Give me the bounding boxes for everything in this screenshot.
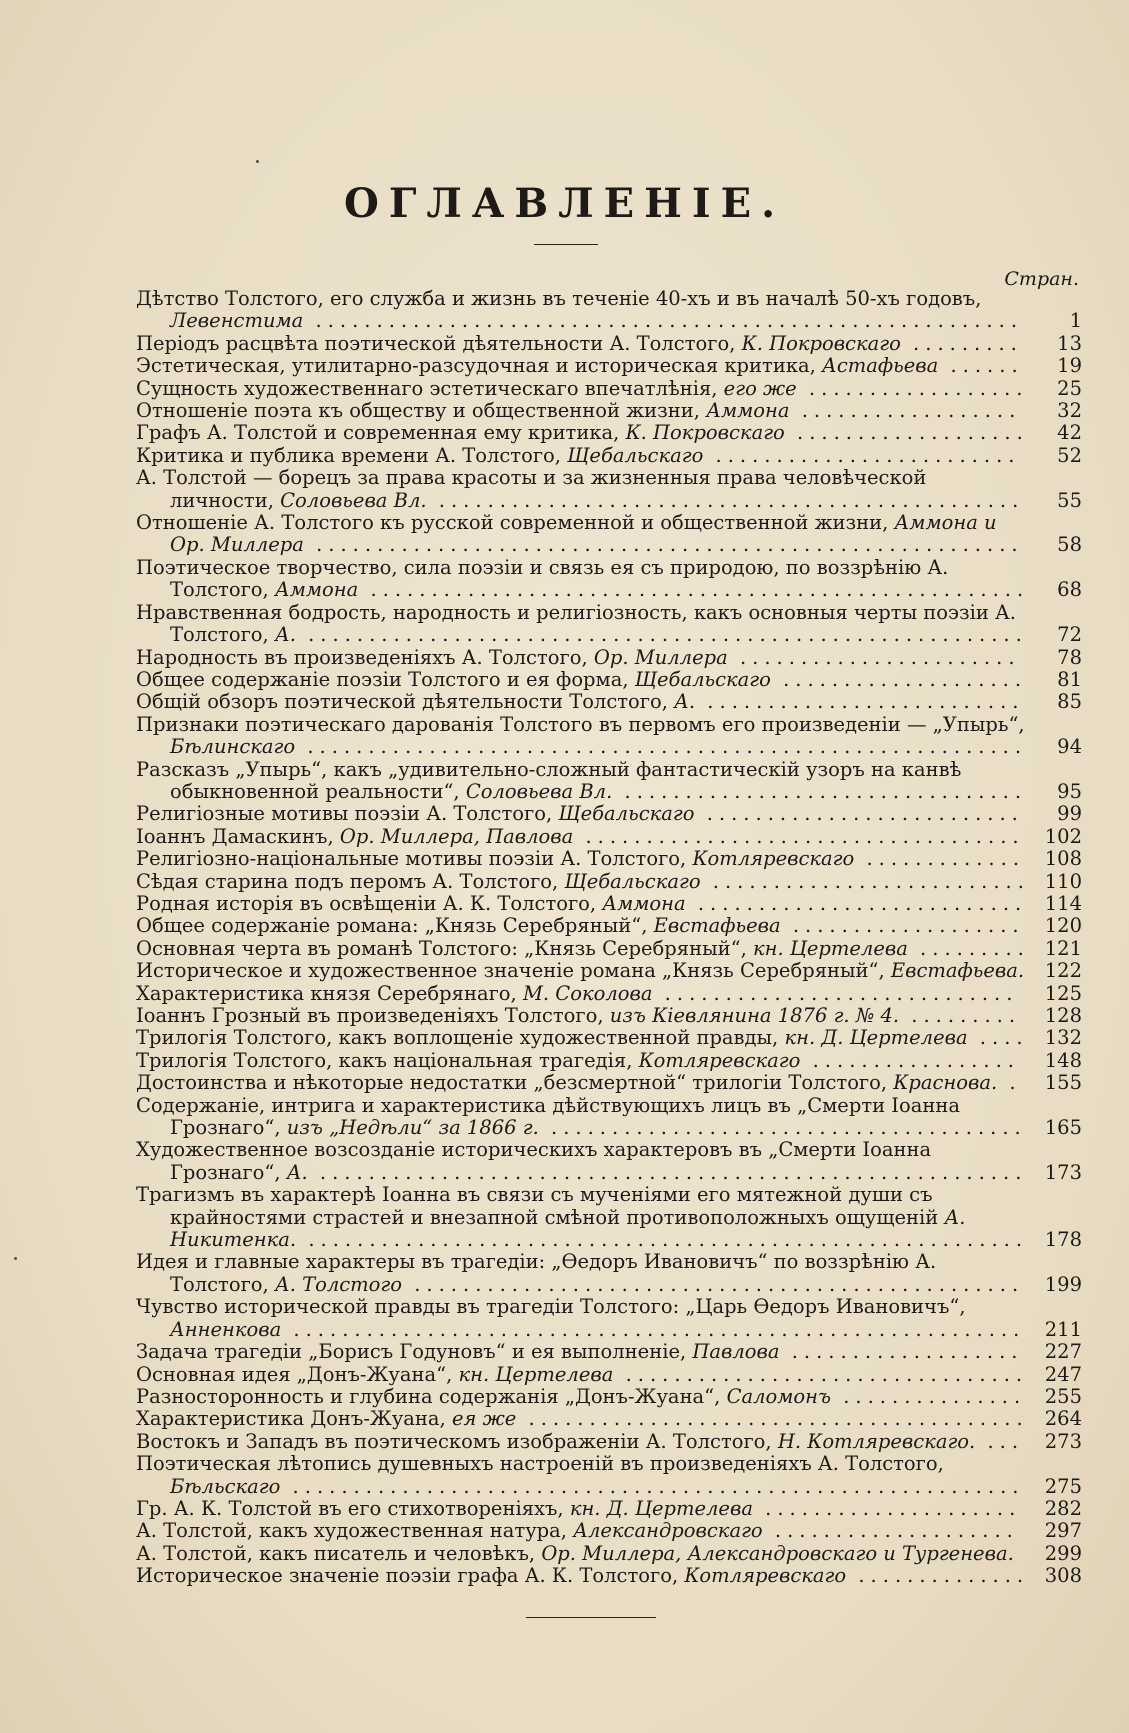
- toc-entry: [136, 1364, 1082, 1386]
- toc-entry-title: Поэтическое творчество, сила поэзiи и связь ея съ природою, по воззрѣнiю А. Толстого,: [136, 555, 949, 602]
- toc-entry-text: [136, 1027, 1030, 1049]
- toc-entry-page: 173: [1044, 1160, 1082, 1184]
- toc-entry-text: [136, 647, 1030, 669]
- toc-entry-author: ея же: [451, 1407, 517, 1431]
- dot-leader: .................: [800, 1048, 1020, 1072]
- toc-entry-page: 299: [1044, 1541, 1082, 1565]
- toc-entry-author: Саломонъ: [726, 1384, 832, 1408]
- toc-entry: [136, 1005, 1082, 1027]
- title-rule: [534, 244, 598, 245]
- toc-entry-text: [136, 1251, 1030, 1296]
- toc-entry-title: Дѣтство Толстого, его служба и жизнь въ теченiе 40-хъ и въ началѣ 50-хъ годовъ,: [136, 287, 982, 310]
- dot-leader: ....................: [762, 1519, 1019, 1543]
- toc-entry-author: Левенстима: [170, 309, 304, 333]
- toc-entry: [136, 691, 1082, 713]
- toc-entry-title: Перiодъ расцвѣта поэтической дѣятельности А. Толстого,: [136, 331, 742, 355]
- toc-entry-title: Iоаннъ Грозный въ произведенiяхъ Толстого,: [136, 1004, 610, 1027]
- toc-entry-text: [136, 1520, 1030, 1542]
- toc-entry-author: Аммона: [274, 578, 359, 602]
- dot-leader: ...........................................................: [295, 623, 1028, 647]
- end-rule: [526, 1617, 656, 1618]
- toc-entry: [136, 1408, 1082, 1430]
- toc-entry: [136, 759, 1082, 804]
- toc-entry-author: кн. Д. Цертелева: [569, 1496, 753, 1520]
- toc-entry-author: Павлова: [692, 1340, 780, 1364]
- toc-entry: [136, 400, 1082, 422]
- dot-leader: .: [997, 1071, 1022, 1095]
- toc-entry-page: 42: [1057, 421, 1082, 445]
- toc-entry-title: Характеристика князя Серебрянаго,: [136, 981, 523, 1005]
- toc-entry: [136, 669, 1082, 691]
- toc-entry-title: Признаки поэтическаго дарованiя Толстого въ первомъ его произведенiи — „Упырь“,: [136, 712, 1025, 736]
- dot-leader: ......................................................: [358, 578, 1030, 602]
- toc-entry-title: Родная исторiя въ освѣщенiи А. К. Толстого,: [136, 891, 603, 915]
- toc-entry: [136, 1095, 1082, 1140]
- toc-entry-text: [136, 893, 1030, 915]
- toc-entry-text: [136, 1565, 1030, 1587]
- toc-entry: [136, 1251, 1082, 1296]
- toc-entry-author: Соловьева Вл.: [280, 488, 427, 512]
- toc-entry-text: [136, 1184, 1030, 1251]
- dot-leader: ..........................................................: [303, 309, 1024, 333]
- toc-entry-author: Щебальскаго: [634, 667, 771, 691]
- toc-entry-author: К. Покровскаго: [741, 331, 901, 355]
- toc-entry-page: 110: [1044, 869, 1082, 893]
- toc-entry-title: Гр. А. К. Толстой въ его стихотворенiяхъ,: [136, 1496, 570, 1520]
- toc-entry-author: Анненкова: [170, 1317, 282, 1341]
- toc-entry-author: М. Соколова: [522, 981, 653, 1005]
- toc-entry-text: [136, 1386, 1030, 1408]
- toc-entry-title: Трилогiя Толстого, какъ воплощенiе художественной правды,: [136, 1026, 785, 1050]
- toc-entry: [136, 445, 1082, 467]
- table-of-contents: [136, 288, 1082, 1588]
- toc-entry: [136, 826, 1082, 848]
- toc-entry-text: [136, 826, 1030, 848]
- dot-leader: ....................................: [573, 824, 1025, 848]
- toc-entry-text: [136, 602, 1030, 647]
- toc-entry-title: Основная черта въ романѣ Толстого: „Князь Серебряный“,: [136, 936, 753, 960]
- toc-entry-author: Котляревскаго: [684, 1564, 847, 1588]
- toc-entry-text: [136, 1296, 1030, 1341]
- dot-leader: .........: [907, 936, 1030, 960]
- toc-entry-page: 178: [1044, 1228, 1082, 1252]
- toc-entry-page: 19: [1057, 354, 1082, 378]
- toc-entry-text: [136, 1498, 1030, 1520]
- toc-entry-page: 247: [1044, 1362, 1082, 1386]
- toc-entry-page: 55: [1057, 488, 1082, 512]
- toc-entry: [136, 960, 1082, 982]
- toc-entry-page: 273: [1044, 1429, 1082, 1453]
- dot-leader: ...........................................................: [295, 735, 1028, 759]
- toc-entry-page: 95: [1057, 779, 1082, 803]
- toc-entry-text: [136, 400, 1030, 422]
- toc-entry-page: 1: [1069, 309, 1082, 333]
- toc-entry-text: [136, 1364, 1030, 1386]
- dot-leader: ................................................: [426, 488, 1025, 512]
- paper-speck: [14, 1257, 17, 1260]
- dot-leader: ..........................................................: [303, 533, 1024, 557]
- toc-entry-text: [136, 915, 1030, 937]
- toc-entry-author: А.: [274, 623, 296, 647]
- toc-entry-page: 155: [1044, 1071, 1082, 1095]
- toc-entry-page: 108: [1044, 847, 1082, 871]
- toc-entry-author: А. Толстого: [274, 1272, 403, 1296]
- toc-entry-title: Общее содержанiе романа: „Князь Серебряный“,: [136, 914, 654, 938]
- toc-entry-author: Бѣльскаго: [170, 1474, 281, 1498]
- dot-leader: ..................: [789, 399, 1022, 423]
- toc-entry-page: 125: [1044, 981, 1082, 1005]
- toc-entry-author: Н. Котляревскаго.: [777, 1429, 976, 1453]
- toc-entry-title: Разсказъ „Упырь“, какъ „удивительно-сложный фантастическiй узоръ на канвѣ обыкновенной реальности“,: [136, 757, 962, 803]
- toc-entry: [136, 1139, 1082, 1184]
- toc-entry-title: Отношенiе поэта къ обществу и общественной жизни,: [136, 399, 707, 423]
- toc-entry: [136, 1027, 1082, 1049]
- toc-entry-page: 32: [1057, 399, 1082, 423]
- dot-leader: .................................: [612, 779, 1028, 803]
- toc-entry-author: Ор. Миллера: [593, 645, 728, 669]
- dot-leader: ..................: [796, 376, 1029, 400]
- toc-entry: [136, 1498, 1082, 1520]
- dot-leader: ...............: [831, 1384, 1027, 1408]
- dot-leader: ....: [967, 1026, 1029, 1050]
- toc-entry-author: Соловьева Вл.: [465, 779, 613, 803]
- toc-entry-page: 102: [1044, 824, 1082, 848]
- dot-leader: ..........................................................: [307, 1160, 1028, 1184]
- toc-entry-title: Достоинства и нѣкоторые недостатки „безсмертной“ трилогiи Толстого,: [136, 1071, 894, 1095]
- toc-entry-author: кн. Цертелева: [752, 936, 908, 960]
- toc-entry-text: [136, 1543, 1030, 1565]
- toc-entry-title: Содержанiе, интрига и характеристика дѣйствующихъ лицъ въ „Смерти Iоанна Грознаго“,: [136, 1093, 960, 1140]
- toc-entry-text: [136, 1408, 1030, 1430]
- toc-entry-page: 282: [1044, 1496, 1082, 1520]
- toc-entry-title: Религiозные мотивы поэзiи А. Толстого,: [136, 802, 559, 826]
- toc-entry-author: Щебальскаго: [567, 443, 704, 467]
- toc-entry-text: [136, 288, 1030, 333]
- toc-entry-page: 121: [1044, 936, 1082, 960]
- toc-entry-page: 94: [1057, 735, 1082, 759]
- toc-entry-text: [136, 848, 1030, 870]
- toc-entry-text: [136, 983, 1030, 1005]
- dot-leader: .........: [899, 1004, 1022, 1027]
- toc-entry-page: 122: [1044, 959, 1082, 983]
- dot-leader: ....................: [770, 667, 1028, 691]
- toc-entry-text: [136, 669, 1030, 691]
- toc-entry-page: 52: [1057, 443, 1082, 467]
- toc-entry-page: 114: [1044, 891, 1082, 915]
- dot-leader: ............................................................: [281, 1317, 1026, 1341]
- toc-entry-text: [136, 1431, 1030, 1453]
- toc-entry-page: 58: [1057, 533, 1082, 557]
- toc-entry: [136, 557, 1082, 602]
- toc-entry-page: 132: [1044, 1026, 1082, 1050]
- toc-entry: [136, 871, 1082, 893]
- toc-entry-title: Характеристика Донъ-Жуана,: [136, 1407, 452, 1431]
- toc-entry: [136, 1072, 1082, 1094]
- toc-entry-title: Отношенiе А. Толстого къ русской современной и общественной жизни,: [136, 511, 895, 535]
- toc-entry-author: изъ Кiевлянина 1876 г. № 4.: [609, 1004, 900, 1027]
- dot-leader: ..........................: [694, 802, 1024, 826]
- toc-entry-text: [136, 422, 1030, 444]
- toc-entry-page: 211: [1044, 1317, 1082, 1341]
- toc-entry-author: Александровскаго: [573, 1519, 763, 1543]
- toc-entry-text: [136, 803, 1030, 825]
- toc-entry-title: Религiозно-нацiональные мотивы поэзiи А. Толстого,: [136, 847, 693, 871]
- toc-entry-text: [136, 960, 1030, 982]
- toc-entry-page: 128: [1044, 1004, 1082, 1027]
- toc-entry-title: Востокъ и Западъ въ поэтическомъ изображенiи А. Толстого,: [136, 1429, 778, 1453]
- toc-entry-text: [136, 1072, 1030, 1094]
- toc-entry-author: А.: [286, 1160, 308, 1184]
- toc-entry-title: Общее содержанiе поэзiи Толстого и ея форма,: [136, 667, 635, 691]
- dot-leader: ...........................................................: [296, 1228, 1029, 1252]
- dot-leader: ..................................................: [402, 1272, 1025, 1296]
- dot-leader: ..........................: [700, 869, 1030, 893]
- toc-entry-page: 13: [1057, 331, 1082, 355]
- toc-entry-text: [136, 1050, 1030, 1072]
- toc-entry-author: Щебальскаго: [564, 869, 701, 893]
- toc-entry-title: Критика и публика времени А. Толстого,: [136, 443, 568, 467]
- toc-entry-author: Аммона и Ор. Миллера: [170, 511, 997, 557]
- toc-entry: [136, 422, 1082, 444]
- toc-entry: [136, 714, 1082, 759]
- dot-leader: ...................: [780, 914, 1025, 938]
- toc-entry-author: кн. Цертелева: [458, 1362, 614, 1386]
- toc-entry-page: 165: [1044, 1116, 1082, 1140]
- dot-leader: .........: [900, 331, 1023, 355]
- dot-leader: .........................................: [516, 1407, 1029, 1431]
- toc-entry: [136, 1453, 1082, 1498]
- toc-entry-page: 99: [1057, 802, 1082, 826]
- toc-entry-page: 85: [1057, 690, 1082, 714]
- toc-entry-author: Краснова.: [893, 1071, 998, 1095]
- dot-leader: ..............: [846, 1564, 1030, 1588]
- toc-entry-text: [136, 1095, 1030, 1140]
- dot-leader: ...........................: [685, 891, 1028, 915]
- toc-entry: [136, 512, 1082, 557]
- toc-entry-title: Основная идея „Донъ-Жуана“,: [136, 1362, 459, 1386]
- toc-entry-page: 264: [1044, 1407, 1082, 1431]
- toc-entry-author: Аммона: [602, 891, 686, 915]
- toc-entry-text: [136, 871, 1030, 893]
- toc-entry: [136, 848, 1082, 870]
- toc-entry-title: Общiй обзоръ поэтической дѣятельности Толстого,: [136, 690, 675, 714]
- toc-entry-title: Народность въ произведенiяхъ А. Толстого,: [136, 645, 594, 669]
- toc-entry-title: Графъ А. Толстой и современная ему критика,: [136, 421, 626, 445]
- toc-entry-author: кн. Д. Цертелева: [784, 1026, 968, 1050]
- toc-entry-page: 68: [1057, 578, 1082, 602]
- dot-leader: .........................: [703, 443, 1021, 467]
- toc-entry-title: Iоаннъ Дамаскинъ,: [136, 824, 340, 848]
- toc-entry-title: Нравственная бодрость, народность и религiозность, какъ основныя черты поэзiи А. Толстого,: [136, 600, 1016, 647]
- toc-entry: [136, 378, 1082, 400]
- toc-entry-text: [136, 759, 1030, 804]
- toc-entry: [136, 288, 1082, 333]
- toc-entry-author: Евстафьева: [653, 914, 781, 938]
- toc-entry: [136, 1520, 1082, 1542]
- toc-entry-page: 81: [1057, 667, 1082, 691]
- toc-entry-page: 308: [1044, 1564, 1082, 1588]
- toc-entry-title: Задача трагедiи „Борисъ Годуновъ“ и ея выполненiе,: [136, 1340, 693, 1364]
- dot-leader: .................................: [613, 1362, 1029, 1386]
- toc-entry-page: 255: [1044, 1384, 1082, 1408]
- toc-entry-text: [136, 445, 1030, 467]
- toc-entry: [136, 1184, 1082, 1251]
- toc-entry-text: [136, 714, 1030, 759]
- toc-entry-title: Историческое и художественное значенiе романа „Князь Серебряный“,: [136, 959, 891, 983]
- pages-column-header: Стран.: [1004, 268, 1079, 290]
- toc-entry: [136, 938, 1082, 960]
- toc-entry: [136, 803, 1082, 825]
- toc-entry: [136, 333, 1082, 355]
- toc-entry-page: 78: [1057, 645, 1082, 669]
- toc-entry-page: 72: [1057, 623, 1082, 647]
- toc-entry-page: 227: [1044, 1340, 1082, 1364]
- dot-leader: .......................: [727, 645, 1021, 669]
- toc-entry-page: 148: [1044, 1048, 1082, 1072]
- toc-entry: [136, 1341, 1082, 1363]
- toc-entry-title: Идея и главные характеры въ трагедiи: „Ѳедоръ Ивановичъ“ по воззрѣнiю А. Толстого,: [136, 1250, 937, 1296]
- toc-entry: [136, 1565, 1082, 1587]
- dot-leader: ...................: [779, 1340, 1024, 1364]
- toc-entry-author: его же: [723, 376, 797, 400]
- dot-leader: ..........................: [695, 690, 1025, 714]
- toc-entry-author: Котляревскаго: [692, 847, 855, 871]
- toc-entry-title: Сущность художественнаго эстетическаго впечатлѣнiя,: [136, 376, 724, 400]
- toc-entry: [136, 355, 1082, 377]
- toc-entry: [136, 893, 1082, 915]
- toc-entry-title: А. Толстой, какъ художественная натура,: [136, 1519, 574, 1543]
- toc-entry: [136, 1543, 1082, 1565]
- paper-speck: [256, 160, 259, 163]
- toc-entry-text: [136, 512, 1030, 557]
- toc-entry-author: изъ „Недѣли“ за 1866 г.: [286, 1116, 539, 1140]
- toc-entry-title: Трилогiя Толстого, какъ нацiональная трагедiя,: [136, 1048, 639, 1072]
- toc-entry-author: Евстафьева.: [890, 959, 1025, 983]
- toc-entry-text: [136, 355, 1030, 377]
- toc-entry-title: Поэтическая лѣтопись душевныхъ настроенiй въ произведенiяхъ А. Толстого,: [136, 1452, 944, 1476]
- toc-entry-author: Ор. Миллера, Павлова: [339, 824, 574, 848]
- toc-entry-page: 120: [1044, 914, 1082, 938]
- toc-entry-title: Сѣдая старина подъ перомъ А. Толстого,: [136, 869, 565, 893]
- toc-entry: [136, 647, 1082, 669]
- toc-entry: [136, 467, 1082, 512]
- dot-leader: .......................................: [538, 1116, 1027, 1140]
- dot-leader: ...: [975, 1429, 1025, 1453]
- toc-entry-title: А. Толстой — борецъ за права красоты и за жизненныя права человѣческой личности,: [136, 466, 927, 512]
- toc-entry-text: [136, 938, 1030, 960]
- toc-entry: [136, 983, 1082, 1005]
- toc-entry-title: Разносторонность и глубина содержанiя „Донъ-Жуана“,: [136, 1384, 727, 1408]
- toc-entry-title: Трагизмъ въ характерѣ Iоанна въ связи съ мученiями его мятежной души съ крайностями страстей и внезапной смѣной противоположныхъ ощущенiй: [136, 1183, 945, 1229]
- toc-entry-title: Историческое значенiе поэзiи графа А. К. Толстого,: [136, 1564, 685, 1588]
- toc-entry-author: Щебальскаго: [558, 802, 695, 826]
- toc-entry-title: Эстетическая, утилитарно-разсудочная и историческая критика,: [136, 354, 823, 378]
- dot-leader: .............................: [652, 981, 1019, 1005]
- toc-entry-author: Астафьева: [822, 354, 939, 378]
- toc-entry-author: А. Никитенка.: [170, 1205, 966, 1252]
- toc-entry-author: Бѣлинскаго: [170, 735, 296, 759]
- toc-entry: [136, 1431, 1082, 1453]
- toc-entry-text: [136, 557, 1030, 602]
- dot-leader: ...................: [784, 421, 1029, 445]
- toc-entry: [136, 1296, 1082, 1341]
- toc-entry-text: [136, 333, 1030, 355]
- toc-entry-text: [136, 1139, 1030, 1184]
- toc-entry-page: 275: [1044, 1474, 1082, 1498]
- dot-leader: ......: [938, 354, 1024, 378]
- toc-entry-page: 199: [1044, 1272, 1082, 1296]
- dot-leader: .....................: [752, 1496, 1022, 1520]
- toc-entry-title: Художественное возсозданiе историческихъ характеровъ въ „Смерти Iоанна Грознаго“,: [136, 1138, 932, 1184]
- toc-entry-author: А.: [674, 690, 696, 714]
- toc-entry-text: [136, 1453, 1030, 1498]
- page-title: ОГЛАВЛЕНIЕ.: [344, 180, 785, 227]
- toc-entry: [136, 1050, 1082, 1072]
- toc-entry-page: 297: [1044, 1519, 1082, 1543]
- toc-entry-text: [136, 378, 1030, 400]
- toc-entry: [136, 1386, 1082, 1408]
- dot-leader: .............: [854, 847, 1026, 871]
- toc-entry-text: [136, 1341, 1030, 1363]
- toc-entry-text: [136, 467, 1030, 512]
- toc-entry-text: [136, 1005, 1030, 1027]
- toc-entry-title: А. Толстой, какъ писатель и человѣкъ,: [136, 1541, 542, 1565]
- toc-entry-author: Ор. Миллера, Александровскаго и Тургенева.: [541, 1541, 1014, 1565]
- toc-entry: [136, 915, 1082, 937]
- toc-entry-title: Чувство исторической правды въ трагедiи Толстого: „Царь Ѳедоръ Ивановичъ“,: [136, 1295, 966, 1319]
- toc-entry-text: [136, 691, 1030, 713]
- toc-entry-author: Аммона: [706, 399, 790, 423]
- toc-entry-page: 25: [1057, 376, 1082, 400]
- toc-entry: [136, 602, 1082, 647]
- toc-entry-author: К. Покровскаго: [625, 421, 785, 445]
- dot-leader: ............................................................: [280, 1474, 1025, 1498]
- toc-entry-author: Котляревскаго: [638, 1048, 801, 1072]
